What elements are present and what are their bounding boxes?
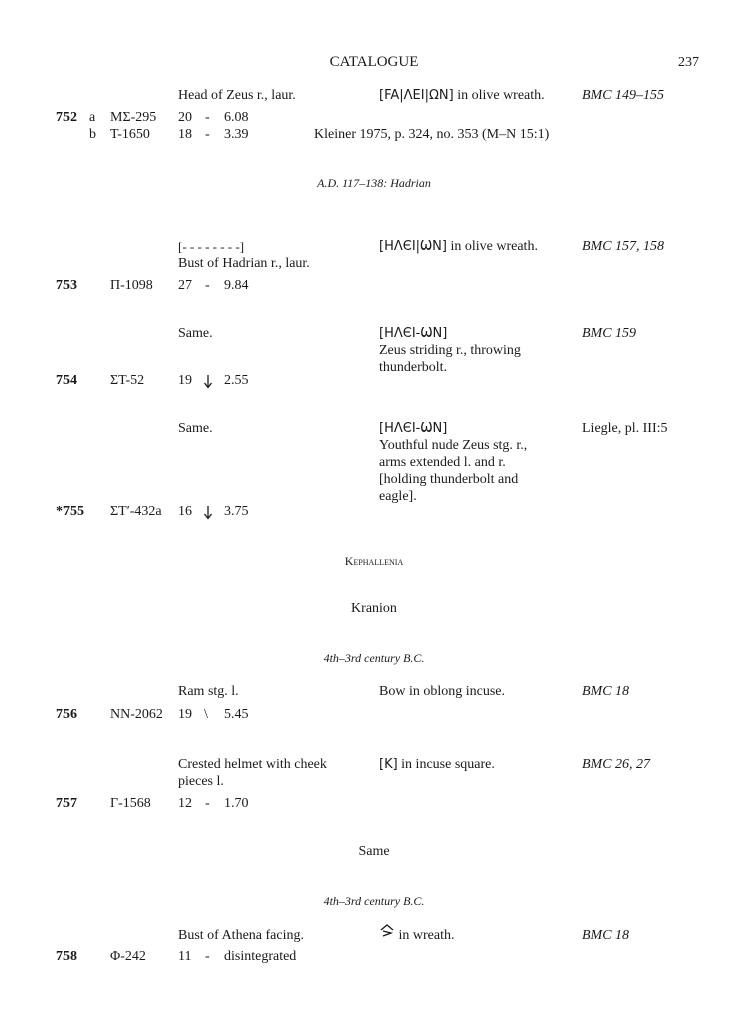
size-755: 16 bbox=[178, 504, 192, 519]
inv-754: ΣT-52 bbox=[110, 373, 145, 388]
city-heading-kranion: Kranion bbox=[351, 601, 397, 616]
weight-752a: 6.08 bbox=[224, 110, 249, 125]
inv-753: Π-1098 bbox=[110, 278, 153, 293]
reverse-text-756: Bow in oblong incuse. bbox=[379, 684, 505, 699]
inv-756: NN-2062 bbox=[110, 707, 163, 722]
axis-758: - bbox=[205, 949, 210, 964]
axis-752b: - bbox=[205, 127, 210, 142]
down-arrow-icon bbox=[203, 503, 213, 520]
axis-752a: - bbox=[205, 110, 210, 125]
inv-755: ΣT′-432a bbox=[110, 504, 162, 519]
size-756: 19 bbox=[178, 707, 192, 722]
monogram-icon bbox=[379, 924, 395, 943]
ref-754: BMC 159 bbox=[582, 326, 637, 341]
reverse-text-755: Youthful nude Zeus stg. r., arms extended l. and r. [holding thunderbolt and eagle]. bbox=[379, 438, 528, 504]
letter-752b: b bbox=[89, 127, 96, 142]
size-753: 27 bbox=[178, 278, 192, 293]
reverse-text-758: in wreath. bbox=[398, 928, 455, 943]
period-heading-kranion: 4th–3rd century B.C. bbox=[323, 651, 425, 665]
legend-753: [HΛЄI|ѠN] bbox=[379, 239, 447, 254]
reverse-757 bbox=[379, 756, 495, 773]
city-heading-same: Same bbox=[358, 844, 390, 859]
inv-758: Φ-242 bbox=[110, 949, 146, 964]
axis-757: - bbox=[205, 796, 210, 811]
number-757: 757 bbox=[56, 796, 77, 811]
size-757: 12 bbox=[178, 796, 192, 811]
axis-753: - bbox=[205, 278, 210, 293]
size-752b: 18 bbox=[178, 127, 192, 142]
weight-752b: 3.39 bbox=[224, 127, 249, 142]
number-755: *755 bbox=[56, 504, 84, 519]
region-heading: Kephallenia bbox=[344, 554, 404, 568]
obverse-753: Bust of Hadrian r., laur. bbox=[178, 256, 310, 271]
ref-755: Liegle, pl. III:5 bbox=[582, 421, 668, 436]
axis-756: \ bbox=[204, 707, 208, 722]
legend-755: [HΛЄI-ѠN] bbox=[379, 421, 448, 436]
inv-752b: T-1650 bbox=[110, 127, 150, 142]
legend-752: [FA|ΛEI|ΩN] bbox=[379, 88, 454, 103]
number-758: 758 bbox=[56, 949, 77, 964]
obverse-756: Ram stg. l. bbox=[178, 684, 239, 699]
note-752b: Kleiner 1975, p. 324, no. 353 (M–N 15:1) bbox=[314, 127, 550, 142]
weight-753: 9.84 bbox=[224, 278, 249, 293]
size-752a: 20 bbox=[178, 110, 192, 125]
legend-754: [HΛЄI-ѠN] bbox=[379, 326, 448, 341]
reverse-text-757: in incuse square. bbox=[401, 757, 495, 772]
weight-757: 1.70 bbox=[224, 796, 249, 811]
reverse-text-754: Zeus striding r., throwing thunderbolt. bbox=[379, 343, 521, 375]
section-hadrian: A.D. 117–138: Hadrian bbox=[317, 176, 431, 190]
number-756: 756 bbox=[56, 707, 77, 722]
period-heading-same: 4th–3rd century B.C. bbox=[323, 894, 425, 908]
number-753: 753 bbox=[56, 278, 77, 293]
obverse-752: Head of Zeus r., laur. bbox=[178, 88, 296, 103]
obverse-754: Same. bbox=[178, 326, 213, 341]
down-arrow-icon bbox=[203, 372, 213, 389]
size-754: 19 bbox=[178, 373, 192, 388]
reverse-text-753: in olive wreath. bbox=[450, 239, 538, 254]
ref-756: BMC 18 bbox=[582, 684, 630, 699]
obv-legend-753: [- - - - - - - -] bbox=[178, 239, 245, 254]
page-number: 237 bbox=[678, 55, 699, 70]
page-title: CATALOGUE bbox=[329, 54, 419, 70]
reverse-758 bbox=[379, 927, 454, 944]
obverse-757: Crested helmet with cheek pieces l. bbox=[178, 757, 327, 789]
inv-757: Γ-1568 bbox=[110, 796, 151, 811]
ref-752: BMC 149–155 bbox=[582, 88, 665, 103]
reverse-753 bbox=[379, 238, 538, 255]
weight-755: 3.75 bbox=[224, 504, 249, 519]
legend-757: [K] bbox=[379, 757, 398, 772]
reverse-752 bbox=[379, 87, 545, 104]
obverse-755: Same. bbox=[178, 421, 213, 436]
ref-757: BMC 26, 27 bbox=[582, 757, 651, 772]
letter-752a: a bbox=[89, 110, 96, 125]
number-752: 752 bbox=[56, 110, 77, 125]
size-758: 11 bbox=[178, 949, 192, 964]
weight-756: 5.45 bbox=[224, 707, 249, 722]
obverse-758: Bust of Athena facing. bbox=[178, 928, 304, 943]
reverse-text-752: in olive wreath. bbox=[457, 88, 545, 103]
weight-754: 2.55 bbox=[224, 373, 249, 388]
inv-752a: MΣ-295 bbox=[110, 110, 157, 125]
ref-758: BMC 18 bbox=[582, 928, 630, 943]
number-754: 754 bbox=[56, 373, 77, 388]
ref-753: BMC 157, 158 bbox=[582, 239, 665, 254]
weight-758: disintegrated bbox=[224, 949, 297, 964]
